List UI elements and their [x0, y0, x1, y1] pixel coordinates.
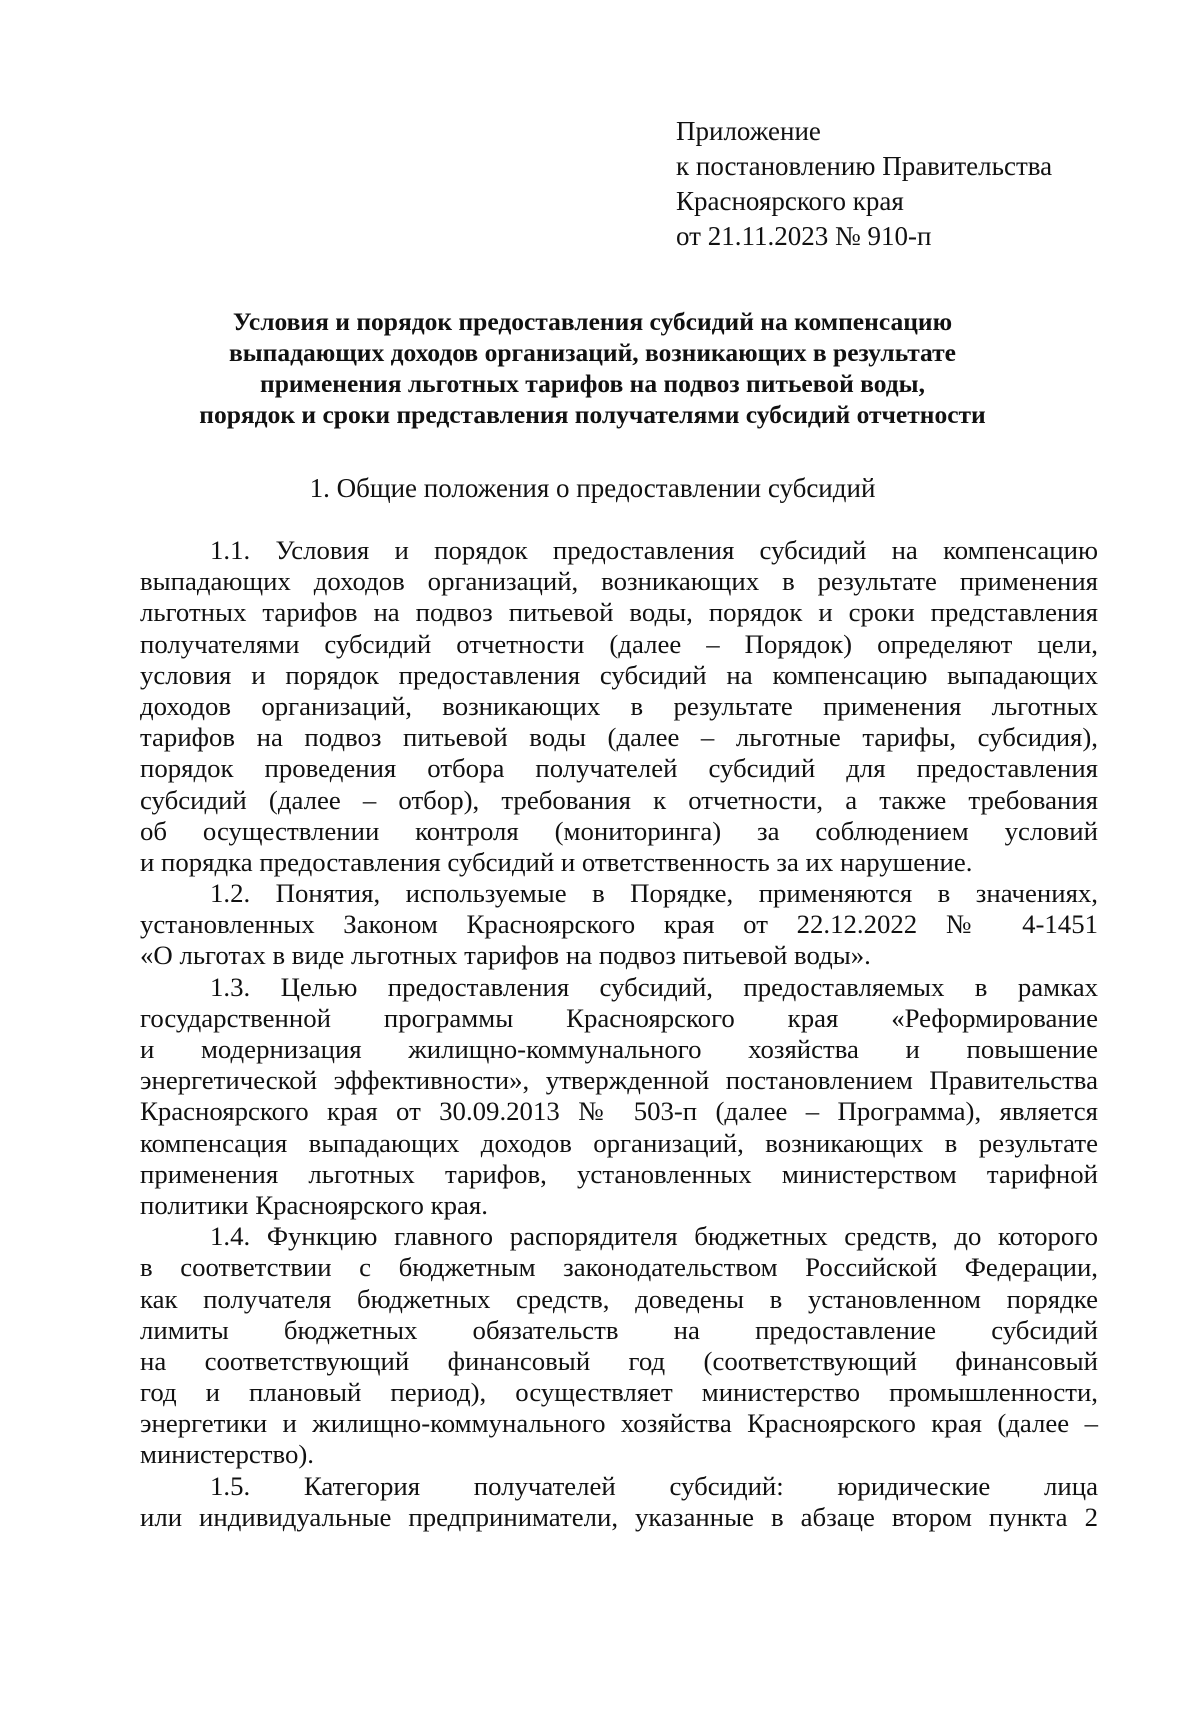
paragraph-line: государственной программы Красноярского края «Реформирование — [140, 1002, 1098, 1033]
paragraph-line: в соответствии с бюджетным законодательством Российской Федерации, — [140, 1252, 1098, 1283]
paragraph-line: порядок проведения отбора получателей субсидий для предоставления — [140, 753, 1098, 784]
paragraph-line: как получателя бюджетных средств, доведены в установленном порядке — [140, 1283, 1098, 1314]
paragraph-line: 1.3. Целью предоставления субсидий, предоставляемых в рамках — [210, 971, 1098, 1002]
paragraph-line: политики Красноярского края. — [140, 1189, 488, 1220]
paragraph-line: энергетики и жилищно-коммунального хозяйства Красноярского края (далее – — [140, 1408, 1098, 1439]
paragraph-line: лимиты бюджетных обязательств на предоставление субсидий — [140, 1314, 1098, 1345]
appendix-line: Красноярского края — [676, 186, 904, 216]
title-line: применения льготных тарифов на подвоз питьевой воды, — [260, 369, 925, 398]
section-heading: 1. Общие положения о предоставлении субсидий — [309, 473, 876, 503]
title-line: выпадающих доходов организаций, возникающих в результате — [229, 338, 956, 367]
paragraph-line: субсидий (далее – отбор), требования к отчетности, а также требования — [140, 784, 1098, 815]
paragraph-line: компенсация выпадающих доходов организаций, возникающих в результате — [140, 1127, 1098, 1158]
paragraph-line: условия и порядок предоставления субсидий на компенсацию выпадающих — [140, 659, 1098, 690]
document-body — [140, 535, 1098, 1533]
paragraph-line: установленных Законом Красноярского края от 22.12.2022 № 4-1451 — [140, 909, 1098, 940]
paragraph-line: 1.4. Функцию главного распорядителя бюджетных средств, до которого — [210, 1221, 1098, 1252]
appendix-line: от 21.11.2023 № 910-п — [676, 221, 932, 251]
paragraph-line: энергетической эффективности», утвержденной постановлением Правительства — [140, 1065, 1098, 1096]
paragraph-line: получателями субсидий отчетности (далее – Порядок) определяют цели, — [140, 628, 1098, 659]
paragraph-line: «О льготах в виде льготных тарифов на подвоз питьевой воды». — [140, 940, 871, 971]
paragraph-line: и модернизация жилищно-коммунального хозяйства и повышение — [140, 1034, 1098, 1064]
appendix-line: к постановлению Правительства — [676, 151, 1053, 181]
paragraph-line: об осуществлении контроля (мониторинга) за соблюдением условий — [140, 815, 1098, 846]
title-line: Условия и порядок предоставления субсидий на компенсацию — [232, 307, 953, 336]
paragraph-line: на соответствующий финансовый год (соответствующий финансовый — [140, 1345, 1098, 1376]
paragraph-line: министерство). — [140, 1439, 314, 1470]
paragraph-line: или индивидуальные предприниматели, указанные в абзаце втором пункта 2 — [140, 1501, 1098, 1532]
paragraph-line: доходов организаций, возникающих в результате применения льготных — [140, 690, 1098, 721]
paragraph-line: год и плановый период), осуществляет министерство промышленности, — [140, 1377, 1098, 1408]
paragraph-line: выпадающих доходов организаций, возникающих в результате применения — [140, 566, 1098, 597]
paragraph-line: применения льготных тарифов, установленных министерством тарифной — [140, 1158, 1098, 1189]
document-title — [140, 306, 1045, 430]
appendix-block — [676, 114, 1052, 254]
paragraph-line: 1.5. Категория получателей субсидий: юридические лица — [210, 1470, 1098, 1501]
title-line: порядок и сроки представления получателями субсидий отчетности — [199, 400, 986, 429]
paragraph-line: тарифов на подвоз питьевой воды (далее – льготные тарифы, субсидия), — [140, 722, 1098, 753]
paragraph-line: Красноярского края от 30.09.2013 № 503-п (далее – Программа), является — [140, 1096, 1098, 1127]
appendix-line: Приложение — [676, 116, 821, 146]
paragraph-line: 1.1. Условия и порядок предоставления субсидий на компенсацию — [210, 535, 1098, 565]
paragraph-line: льготных тарифов на подвоз питьевой воды, порядок и сроки представления — [140, 597, 1098, 628]
paragraph-line: и порядка предоставления субсидий и ответственность за их нарушение. — [140, 846, 973, 877]
paragraph-line: 1.2. Понятия, используемые в Порядке, применяются в значениях, — [210, 878, 1098, 909]
